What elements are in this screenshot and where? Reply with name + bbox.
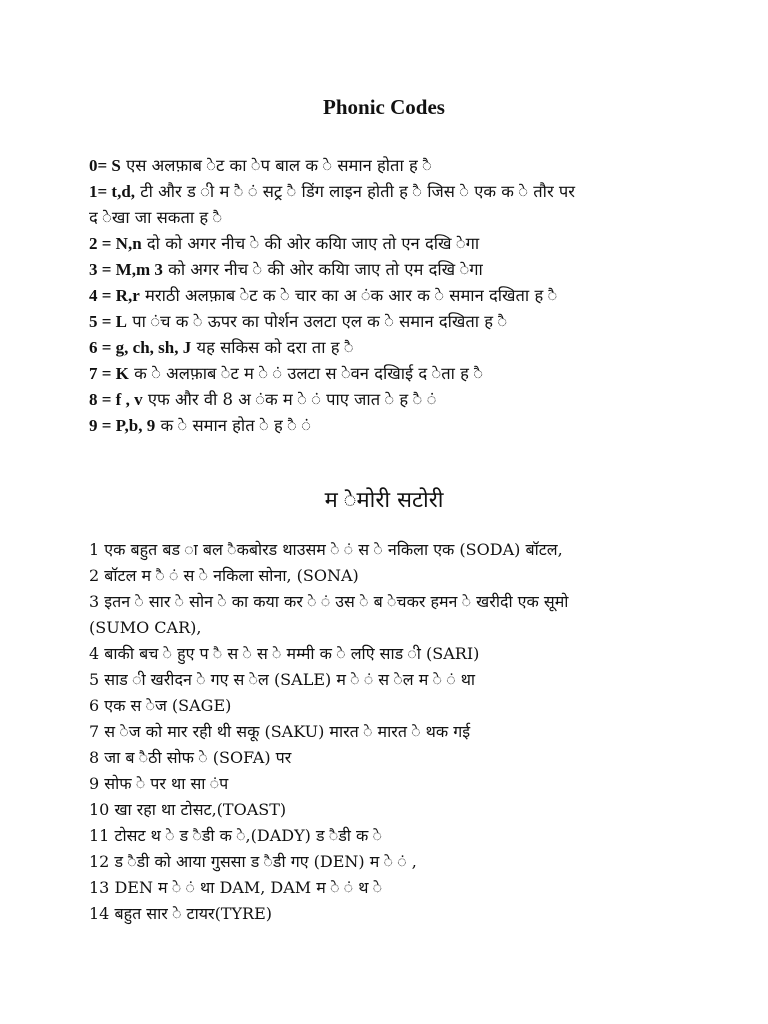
story-line: 6 एक स ेज (SAGE) (89, 696, 232, 715)
code-key: 9 = P,b, 9 (89, 416, 156, 435)
code-key: 0= S (89, 156, 121, 175)
code-key: 6 = g, ch, sh, J (89, 338, 192, 357)
story-line: 10 खा रहा था टोसट,(TOAST) (89, 800, 287, 819)
code-line-1 (89, 179, 689, 205)
code-key: 1= t,d, (89, 182, 136, 201)
story-line: 7 स ेज को मार रही थी सकू (SAKU) मारत े मारत े थक गई (89, 722, 471, 741)
memory-story-list (89, 537, 669, 927)
story-line: 12 ड ैडी को आया गुससा ड ैडी गए (DEN) म े ं , (89, 852, 417, 871)
code-key: 2 = N,n (89, 234, 142, 253)
story-heading: म ेमोरी सटोरी (324, 488, 444, 513)
code-key: 4 = R,r (89, 286, 140, 305)
code-text: यह सकिस को दरा ता ह ै (191, 338, 354, 357)
story-line: 9 सोफ े पर था सा ंप (89, 774, 229, 793)
code-text: पा ंच क े ऊपर का पोर्शन उलटा एल क े समान दखिता ह ै (127, 312, 508, 331)
story-line: 1 एक बहुत बड ा बल ैकबोरड थाउसम े ं स े नकिला एक (SODA) बॉटल, (89, 540, 563, 559)
story-line: 4 बाकी बच े हुए प ै स े स े मम्मी क े लएि साड ी (SARI) (89, 644, 480, 663)
story-line: 2 बॉटल म ै ं स े नकिला सोना, (SONA) (89, 566, 359, 585)
code-line-5 (89, 309, 689, 335)
story-line: 5 साड ी खरीदन े गए स ेल (SALE) म े ं स ेल म े ं था (89, 670, 476, 689)
code-text: मराठी अलफ़ाब ेट क े चार का अ ंक आर क े समान दखिता ह ै (139, 286, 558, 305)
code-line-3 (89, 257, 689, 283)
code-line-7 (89, 361, 689, 387)
code-text: एफ और वी 8 अ ंक म े ं पाए जात े ह ै ं (142, 390, 437, 409)
code-line-0 (89, 153, 689, 179)
page-title: Phonic Codes (323, 95, 445, 119)
code-line-6 (89, 335, 689, 361)
code-line-9 (89, 413, 689, 439)
code-key: 8 = f , v (89, 390, 143, 409)
code-text: दो को अगर नीच े की ओर कयिा जाए तो एन दखि ेगा (141, 234, 480, 253)
code-text: द ेखा जा सकता ह ै (89, 208, 223, 227)
story-line: 13 DEN म े ं था DAM, DAM म े ं थ े (89, 878, 383, 897)
code-text: क े समान होत े ह ै ं (155, 416, 311, 435)
story-line: 3 इतन े सार े सोन े का कया कर े ं उस े ब ेचकर हमन े खरीदी एक सूमो (89, 592, 569, 611)
code-text: एस अलफ़ाब ेट का ेप बाल क े समान होता ह ै (120, 156, 432, 175)
code-line-1-cont (89, 205, 689, 231)
story-line: 14 बहुत सार े टायर(TYRE) (89, 904, 273, 923)
code-line-4 (89, 283, 689, 309)
phonic-codes-list (89, 153, 689, 439)
story-line: (SUMO CAR), (89, 618, 202, 637)
story-line: 8 जा ब ैठी सोफ े (SOFA) पर (89, 748, 292, 767)
story-line: 11 टोसट थ े ड ैडी क े,(DADY) ड ैडी क े (89, 826, 382, 845)
code-key: 5 = L (89, 312, 128, 331)
code-text: को अगर नीच े की ओर कयिा जाए तो एम दखि ेगा (162, 260, 483, 279)
code-key: 3 = M,m 3 (89, 260, 163, 279)
code-text: क े अलफ़ाब ेट म े ं उलटा स ेवन दखिाई द ेता ह ै (128, 364, 483, 383)
code-text: टी और ड ी म ै ं सट्र ै डिंग लाइन होती ह ै जिस े एक क े तौर पर (135, 182, 576, 201)
code-key: 7 = K (89, 364, 129, 383)
code-line-2 (89, 231, 689, 257)
code-line-8 (89, 387, 689, 413)
